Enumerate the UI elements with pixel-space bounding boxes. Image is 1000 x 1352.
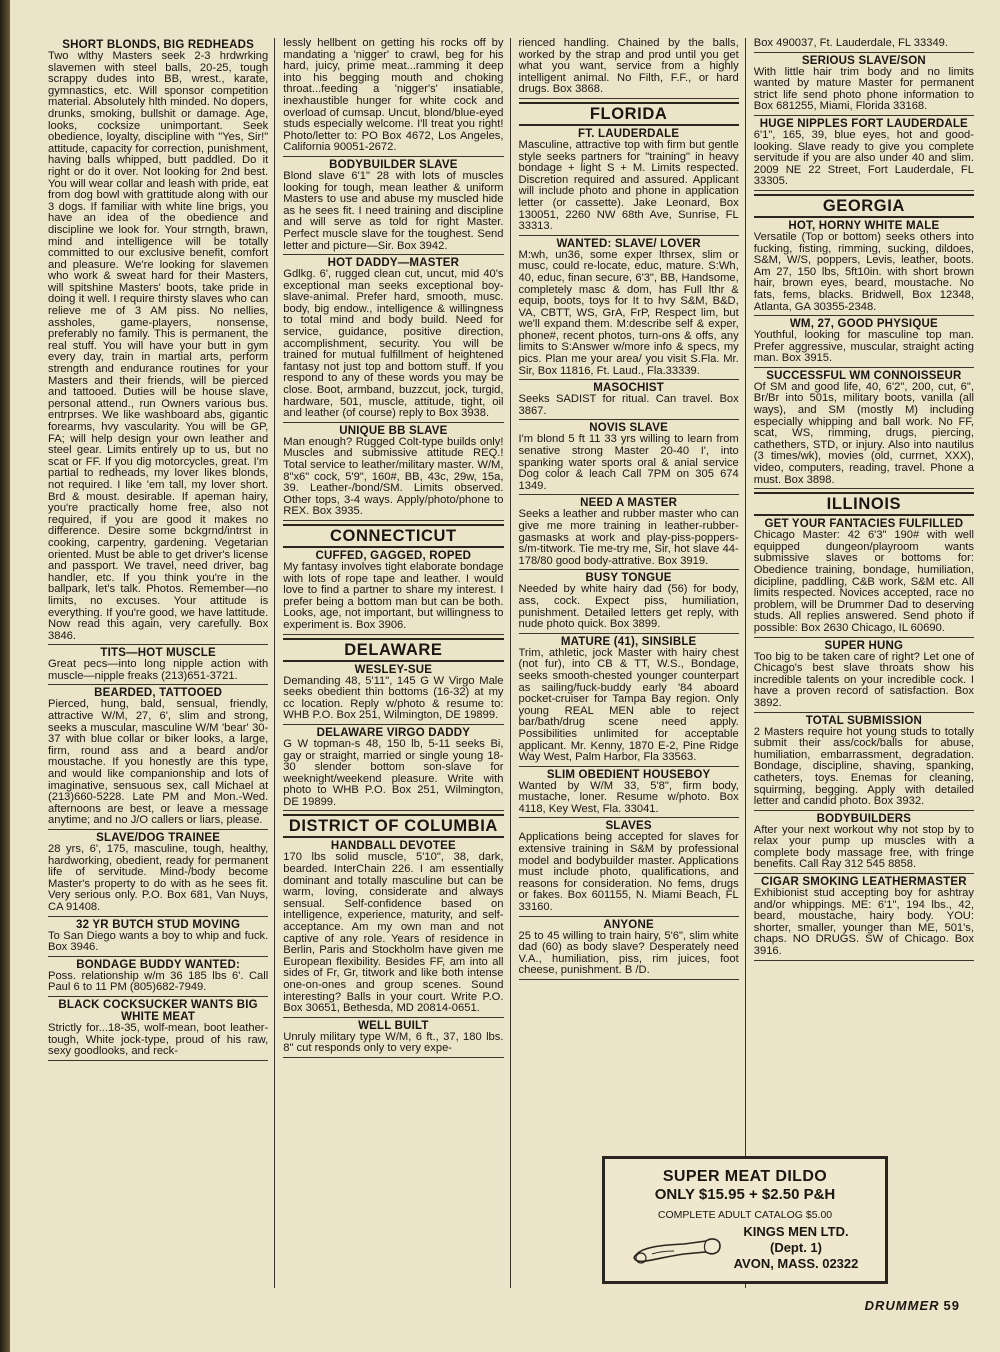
- classified-ad: [754, 876, 974, 961]
- classified-ad: [48, 959, 268, 997]
- promo-price: ONLY $15.95 + $2.50 P&H: [654, 1186, 836, 1203]
- classified-ad: [48, 687, 268, 830]
- ad-title: UNIQUE BB SLAVE: [339, 424, 448, 437]
- classified-ad: [519, 128, 739, 236]
- promo-company-row: [615, 1224, 875, 1272]
- ad-title: SLAVE/DOG TRAINEE: [96, 832, 221, 844]
- ad-body: 170 lbs solid muscle, 5'10", 38, dark, bearded. InterChain 226. I am essentially dominant and totally masculine but can be warm, loving, considerate and always sensual. Self-confidence based on intelligence, experience, maturity, and self-acceptance. Am my own man and not captive of any role. Years of residence in Berlin, Paris and Stockholm have given me European flexibility. Besides FF, am into all sides of Fr, Gr, titwork and like both intense one-on-ones and group scenes. Sound interesting? Balls in your court. Write P.O. Box 30651, Bethesda, MD 20814-0651.: [283, 851, 504, 1015]
- ad-title: HOT DADDY—MASTER: [327, 257, 460, 270]
- column-3: [519, 38, 746, 1288]
- magazine-name: DRUMMER: [864, 1298, 940, 1313]
- ad-title: ANYONE: [603, 918, 654, 931]
- ad-body: Box 490037, Ft. Lauderdale, FL 33349.: [753, 38, 949, 49]
- ad-title: BEARDED, TATTOOED: [94, 687, 223, 700]
- ad-body: Blond slave 6'1" 28 with lots of muscles looking for tough, mean leather & uniform Masters to use and abuse my muscled hide as he sees fit. I need training and discipline and will serve as told for right Master. Perfect muscle slave for the toughest. Send letter and picture—Sir. Box 3942.: [283, 169, 504, 252]
- classified-ad: [519, 382, 739, 420]
- ad-title: WESLEY-SUE: [354, 663, 433, 676]
- ad-body: Chicago Master: 42 6'3" 190# with well equipped dungeon/playroom wants submissive slaves or bottoms for: Obedience training, bondage, humiliation, dicipline, paddling, C&B work, S&M etc. All limits respected. Novices accepted, race no problem, will be Drummer Dad to deserving studs. All replies answered. Send photo if possible: Box 2630 Chicago, IL 60690.: [753, 529, 974, 634]
- classified-ad: [754, 38, 974, 53]
- classified-ad: [754, 813, 974, 874]
- classified-ad: [519, 238, 739, 381]
- ad-body: My fantasy involves tight elaborate bondage with lots of rope tape and leather. I would love to find a partner to share my interest. I prefer being a bottom man but can be both. Looks, age, not important, but willingness to experiment is. Box 3906.: [283, 560, 504, 631]
- ad-title: BODYBUILDERS: [816, 812, 912, 825]
- state-heading: DELAWARE: [283, 638, 503, 662]
- ad-title: FT. LAUDERDALE: [578, 127, 680, 140]
- ad-title: 32 YR BUTCH STUD MOVING: [76, 918, 241, 931]
- ad-body: Poss. relationship w/m 36 185 lbs 6'. Call Paul 6 to 11 PM (805)682-7949.: [48, 969, 269, 994]
- ad-title: NEED A MASTER: [580, 497, 678, 510]
- state-heading: ILLINOIS: [754, 492, 974, 516]
- column-4: [754, 38, 980, 1288]
- ad-body: Pierced, hung, bald, sensual, friendly, attractive W/M, 27, 6', slim and strong, seeks a muscular, masculine W/M 'bear' 30-37 with blue collar or biker looks, a large, firm, round ass and a beard and/or moustache. If you honestly are this type, and would like companionship and lots of imaginative, sensuous sex, call Michael at (213)660-5228. Late PM and Mon.-Wed. afternoons are best, or leave a message anytime; and no J/O callers or liars, please.: [48, 698, 269, 827]
- classified-ad: [283, 38, 503, 157]
- promo-department: (Dept. 1): [769, 1240, 822, 1255]
- classified-ad: [519, 572, 739, 633]
- ad-body: M:wh, un36, some exper lthrsex, slim or musc, could re-locate, educ, mature. S:Wh, 40, educ, finan secure, 6'3", BB, Handsome, completely masc & dom, has Full lthr & equip, boots, toys for It to hvy S&M, B&D, VA, CBTT, WS, GrA, FrP, Respect lim, but we'll expand them. M:describe self & exper, phone#, recent photos, turn-ons & offs, any limits to S:Answer w/more info & specs, my pics. Plan me your area/ you visit S.Fla. Mr. Sir, Box 11816, Ft. Laud., Fla.33339.: [518, 248, 739, 377]
- ad-title: WM, 27, GOOD PHYSIQUE: [789, 318, 938, 331]
- ad-body: I'm blond 5 ft 11 33 yrs willing to learn from senative strong Master 20-40 I', into spanking water sports oral & anial service Dog color & leach Call 7PM on 305 674 1349.: [518, 433, 739, 492]
- ad-body: Gdlkg. 6', rugged clean cut, uncut, mid 40's exceptional man seeks exceptional boy-slave-animal. Prefer hard, smooth, musc. body, big endow., intelligence & willingness to total mind and body build. Need for service, guidance, positive direction, accomplishment, security. You will be trained for mutual fulfillment of heightened fantasy not just top and bottom stuff. If you respond to any of these words you may be close. Boot, armband, buzzcut, jock, turgid, hardware, 501, muscle, attitude, tight, oil and leather (of course) reply to Box 3938.: [283, 268, 504, 420]
- ad-body: After your next workout why not stop by to relax your pump up muscles with a complete body massage free, with fringe benefits. Call Ray 312 545 8858.: [753, 823, 974, 871]
- classified-ad: [754, 715, 974, 811]
- promo-company-name: KINGS MEN LTD.: [743, 1224, 849, 1239]
- ad-title: SLIM OBEDIENT HOUSEBOY: [546, 768, 711, 781]
- classified-ad: [754, 118, 974, 191]
- state-heading: CONNECTICUT: [283, 524, 503, 548]
- ad-title: HANDBALL DEVOTEE: [330, 840, 456, 853]
- ad-body: 25 to 45 willing to train hairy, 5'6", slim white dad (60) as body slave? Desperately need V.A., humiliation, piss, rim juices, foot cheese, punishment. B /D.: [518, 929, 739, 977]
- ad-body: Man enough? Rugged Colt-type builds only! Muscles and submissive attitude REQ.! Total service to leather/military master. W/M, 8"x6" cock, 5'9", 160#, BB, 43c, 29w, 15a, 39. Leather-/bond/SM. Limits observed. Other tops, 3-4 ways. Apply/photo/phone to REX. Box 3935.: [283, 435, 504, 518]
- ad-body: Needed by white hairy dad (56) for body, ass, cock. Expect piss, humiliation, punishment. Detailed letters get reply, with nude photo quick. Box 3899.: [518, 583, 739, 631]
- classified-ad: [754, 370, 974, 489]
- ad-title: WANTED: SLAVE/ LOVER: [556, 237, 701, 250]
- ad-title: NOVIS SLAVE: [589, 422, 668, 435]
- ad-body: 2 Masters require hot young studs to totally submit their ass/cock/balls for abuse, humiliation, embarrassment, degradation. Bondage, discipline, shaving, spanking, catheters, toys. Enemas for cleaning, squirming, begging. Apply with detailed letter and candid photo. Box 3932.: [753, 725, 974, 808]
- page-binding-edge: [0, 0, 10, 1352]
- ad-title: TOTAL SUBMISSION: [805, 714, 923, 727]
- ad-body: Applications being accepted for slaves for extensive training in S&M by professional model and bodybuilder master. Applications must include photo, qualifications, and reasons for consideration. No fems, drugs or fakes. Box 601155, N. Miami Beach, FL 33160.: [518, 831, 739, 914]
- ad-title: SUPER HUNG: [824, 639, 904, 652]
- ad-title: DELAWARE VIRGO DADDY: [316, 726, 471, 739]
- ad-title: CUFFED, GAGGED, ROPED: [315, 549, 472, 562]
- ad-title: MASOCHIST: [593, 382, 665, 395]
- promo-address: AVON, MASS. 02322: [733, 1256, 859, 1271]
- ad-body: Exhibionist stud accepting boy for ashtray and/or whippings. ME: 6'1", 194 lbs., 42, beard, moustache, hairy body. YOU: shorter, smaller, younger than ME, 501's, chaps. NO DRUGS. SW of Chicago. Box 3916.: [753, 887, 974, 958]
- promo-catalog: COMPLETE ADULT CATALOG $5.00: [657, 1209, 833, 1221]
- classified-ad: [519, 38, 739, 99]
- ad-title: SHORT BLONDS, BIG REDHEADS: [62, 39, 255, 51]
- classified-ad: [519, 820, 739, 916]
- classified-ad: [519, 919, 739, 980]
- classified-ad: [754, 220, 974, 316]
- ad-body: Trim, athletic, jock Master with hairy chest (not fur), into CB & TT, W.S., Bondage, seeks smooth-chested younger counterpart as sailing/fuck-buddy early '84 aboard pocket-cruiser for Tampa Bay region. Only young REAL MEN able to reject bar/bath/drug scene need apply. Possibilities unlimited for acceptable applicant. Mr. Kenny, 1870 E-2, Pine Ridge Way West, Palm Harbor, Fla 33563.: [518, 646, 739, 764]
- page-footer: [865, 1298, 960, 1313]
- ad-title: TITS—HOT MUSCLE: [100, 647, 216, 660]
- ad-body: Great pecs—into long nipple action with muscle—nipple freaks (213)651-3721.: [48, 658, 269, 682]
- classified-ad: [48, 39, 268, 645]
- ad-body: Strictly for...18-35, wolf-mean, boot leather-tough, White jock-type, proud of his raw, sexy goodlooks, and reck-: [48, 1021, 269, 1058]
- ad-title: MATURE (41), SINSIBLE: [560, 635, 697, 648]
- ad-body: Of SM and good life, 40, 6'2", 200, cut, 6", Br/Br into 501s, military boots, vanilla (all ways), and SM (mostly M) including especially whipping and ball work. No FF, scat, WS, rimming, drugs, piercing, cathethers, STD, or injury. Also into nautilus (3 times/wk), movies (old, currnet, XXX), video, computers, reading, travel. Phone a must. Box 3898.: [753, 380, 974, 486]
- classified-ad: [754, 318, 974, 368]
- dildo-advertisement-box: [602, 1156, 888, 1284]
- ad-body: 6'1", 165, 39, blue eyes, hot and good-looking. Slave ready to give you complete servitude if you are also under 40 and slim. 2009 NE 22 Street, Fort Lauderdale, FL 33305.: [753, 128, 974, 188]
- state-heading: FLORIDA: [519, 102, 739, 126]
- classified-ad: [519, 422, 739, 495]
- classified-ad: [48, 832, 268, 917]
- ad-title: SUCCESSFUL WM CONNOISSEUR: [766, 369, 962, 382]
- classified-ad: [519, 636, 739, 767]
- ad-title: GET YOUR FANTACIES FULFILLED: [764, 518, 964, 531]
- promo-headline: SUPER MEAT DILDO: [662, 1168, 828, 1185]
- ad-body: Masculine, attractive top with firm but gentle style seeks partners for "training" in heavy bondage + light S + M. Limits respected. Discretion required and assured. Applicant will include photo and phone in application letter (or cassette). Jake Leonard, Box 130051, 2260 NW 68th Ave, Sunrise, FL 33313.: [518, 138, 739, 233]
- classified-ad: [283, 257, 503, 423]
- classified-ad: [283, 840, 503, 1017]
- ad-title: SERIOUS SLAVE/SON: [801, 54, 926, 67]
- classified-ad: [283, 1020, 503, 1058]
- classified-ad: [48, 919, 268, 957]
- classified-ad: [283, 425, 503, 521]
- classified-ad: [283, 159, 503, 255]
- column-2: [283, 38, 510, 1288]
- ad-body: lessly hellbent on getting his rocks off by mandating a 'nigger' to crawl, beg for his hard, juicy, prime meat...ramming it deep into his begging mouth and choking throat...feeding a 'nigger's' insatiable, inexhaustible hunger for white cock and overload of cumsap. Uncut, blond/blue-eyed studs especially welcome. I'll treat you right! Photo/letter to: PO Box 4672, Los Angeles, California 90051-2672.: [283, 38, 504, 154]
- ad-title: BLACK COCKSUCKER WANTS BIG WHITE MEAT: [58, 998, 258, 1023]
- dildo-illustration: [632, 1227, 724, 1269]
- classifieds-page: [48, 38, 980, 1288]
- ad-title: BUSY TONGUE: [585, 572, 672, 585]
- classified-ad: [283, 550, 503, 635]
- classified-ad: [519, 769, 739, 819]
- ad-body: Seeks a leather and rubber master who can give me more training in leather-rubber-gasmasks at work and play-piss-poppers-s/m-titwork. Tie me-try me, Sir, hot slave 44-178/80 good body-attrative. Box 3919.: [518, 508, 739, 567]
- ad-body: To San Diego wants a boy to whip and fuck. Box 3946.: [48, 929, 269, 954]
- classified-ad: [519, 497, 739, 570]
- ad-title: HUGE NIPPLES FORT LAUDERDALE: [759, 117, 968, 130]
- ad-body: 28 yrs, 6', 175, masculine, tough, healthy, hardworking, obedient, ready for permanent life of servitude. Mind-/body become Master's property to do with as he sees fit. Very serious only. P.O. Box 681, Van Nuys, CA 91408.: [48, 843, 269, 913]
- classified-ad: [754, 518, 974, 637]
- ad-title: HOT, HORNY WHITE MALE: [788, 219, 940, 232]
- ad-title: BODYBUILDER SLAVE: [329, 158, 458, 171]
- classified-ad: [754, 55, 974, 116]
- ad-body: Too big to be taken care of right? Let one of Chicago's best slave throats show his incredible talents on your incredible cock. I have a proven record of satisfaction. Box 3892.: [753, 650, 974, 709]
- state-heading: DISTRICT OF COLUMBIA: [283, 814, 503, 838]
- classified-ad: [754, 640, 974, 713]
- ad-body: Demanding 48, 5'11", 145 G W Virgo Male seeks obedient thin bottoms (16-32) at my cc location. Reply w/photo & resume to: WHB P.O. Box 251, Wilmington, DE 19899.: [283, 674, 504, 722]
- ad-title: BONDAGE BUDDY WANTED:: [76, 958, 240, 971]
- ad-body: Unruly military type W/M, 6 ft., 37, 180 lbs. 8" cut responds only to very expe-: [283, 1030, 504, 1055]
- state-heading: GEORGIA: [754, 194, 974, 218]
- column-1: [48, 38, 275, 1288]
- ad-title: WELL BUILT: [358, 1019, 429, 1032]
- classified-ad: [283, 664, 503, 725]
- ad-body: Versatile (Top or bottom) seeks others into fucking, fisting, rimming, sucking, dildoes, S&M, W/S, poppers, Levis, leather, boots. Am 27, 150 lbs, 5ft10in. with short brown hair, brown eyes, beard, moustache. No fats, fems, blacks. Bridwell, Box 12348, Atlanta, GA 30355-2348.: [753, 230, 974, 313]
- ad-body: rienced handling. Chained by the balls, worked by the strap and prod until you get what you want, service from a highly intelligent animal. No Filth, F.F., or hard drugs. Box 3868.: [518, 38, 739, 96]
- ad-title: SLAVES: [605, 820, 652, 833]
- classified-ad: [48, 999, 268, 1061]
- ad-body: Youthful, looking for masculine top man. Prefer aggressive, muscular, straight acting man. Box 3915.: [753, 329, 974, 365]
- ad-body: With little hair trim body and no limits wanted by mature Master for permanent strict life send photo phone information to Box 681255, Miami, Florida 33168.: [753, 65, 974, 113]
- classified-ad: [283, 727, 503, 812]
- ad-body: Seeks SADIST for ritual. Can travel. Box 3867.: [518, 393, 739, 417]
- page-number: 59: [943, 1298, 960, 1313]
- classified-ad: [48, 647, 268, 685]
- ad-body: Wanted by W/M 33, 5'8", firm body, mustache, loner. Resume w/photo. Box 4118, Key West, Fla. 33041.: [518, 779, 739, 815]
- ad-title: CIGAR SMOKING LEATHERMASTER: [760, 876, 967, 889]
- ad-body: G W topman-s 48, 150 lb, 5-11 seeks Bi, gay or straight, married or single young 18-30 slender bottom son-slave for weeknight/weekend pleasure. Write with photo to WHB P.O. Box 251, Wilmington, DE 19899.: [283, 737, 504, 808]
- promo-company-block: [734, 1224, 859, 1272]
- ad-body: Two wlthy Masters seek 2-3 hrdwrking slavemen with steel balls, 20-25, tough scrappy dudes into BB, wrest., karate, gymnastics, etc. Will sponsor competition material. Absolutely hlth minded. No dopers, drunks, smoking, bullshit or damage. Age, looks, cocksize unimportant. Seek obedience, loyalty, discipline with "Yes, Sir!" attitude, capacity for correction, punishment, having balls whipped, butt paddled. Do it right or do it over. Not looking for 2nd best. You will wear collar and leash with pride, eat from dog bowl with grattitude along with our 3 dogs. If familiar with white line brigs, you have an idea of the obedience and discipline we look for. Your strngth, brawn, mind and intelligence will be totally committed to our exclusive benefit, comfort and pleasure. We're looking for slavemen who work & sweat hard for their Masters, will spitshine Masters' boots, take pride in doing it well. I require thirsty slaves who can relieve me of 3 AM piss. No nellies, assholes, game-players, nonsense, preferably no family. This is permanent, the real stuff. You will have your butt in gym every day, train in martial arts, perform strength and endurance routines for your Masters and their friends, will be pierced and tattooed. Duties will be house slave, personal attend., run Owners various bus. entrprses. We like washboard abs, gigantic forearms, hvy vascularity. You will be GP, FA; will help design your own leather and steel gear. Limits entirely up to us, but no scat or FF. If you dig motorcycles, great. I'm partial to redheads, my lover likes blonds, not required. I like 'em tall, my lover short. Brd & moust. desirable. If apeman hairy, you're practically home free, also not required, if you are good it makes no difference. Desire some bckgrnd/intrst in cooking, carpentry, gardening. Vegetarian oriented. Must be able to get driver's license and passport. We travel, need driver, bag handler, etc. If you think you're in the ballpark, let's talk. Photos. Remember—no limits, no excuses. Your attitude is everything. If you're good, we have lattitude. Now read this again, very carefully. Box 3846.: [48, 50, 269, 642]
